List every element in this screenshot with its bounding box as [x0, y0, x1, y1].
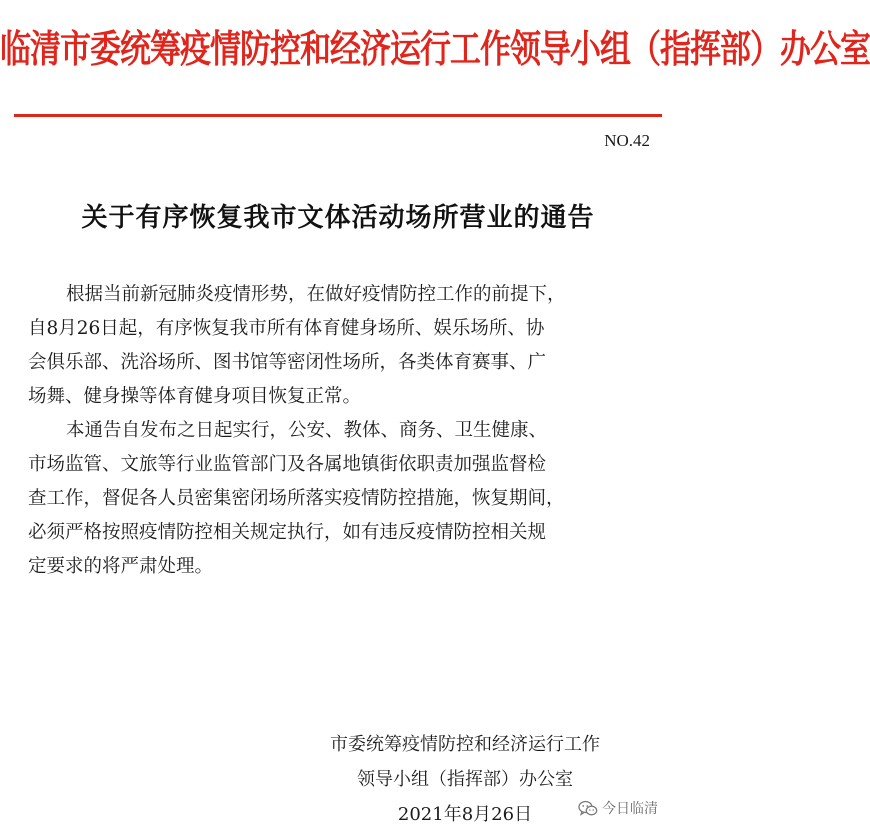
paragraph-1-line: 根据当前新冠肺炎疫情形势，在做好疫情防控工作的前提下，	[66, 284, 566, 305]
org-header-title: 临清市委统筹疫情防控和经济运行工作领导小组（指挥部）办公室	[0, 27, 870, 72]
document-number: NO.42	[604, 131, 650, 150]
signature-org-line-2: 领导小组（指挥部）办公室	[357, 769, 573, 790]
notice-body	[28, 278, 658, 584]
paragraph-2-line: 本通告自发布之日起实行，公安、教体、商务、卫生健康、	[66, 420, 548, 441]
watermark-text: 今日临清	[602, 801, 658, 817]
paragraph-1-line: 场舞、健身操等体育健身项目恢复正常。	[28, 386, 362, 407]
notice-title: 关于有序恢复我市文体活动场所营业的通告	[81, 203, 595, 233]
paragraph-1-line: 会俱乐部、洗浴场所、图书馆等密闭性场所，各类体育赛事、广	[28, 352, 547, 373]
red-divider-line	[14, 114, 662, 117]
paragraph-2-line: 定要求的将严肃处理。	[28, 556, 214, 577]
paragraph-1-line: 自8月26日起，有序恢复我市所有体育健身场所、娱乐场所、协	[28, 318, 545, 339]
paragraph-2-line: 查工作，督促各人员密集密闭场所落实疫情防控措施，恢复期间，	[28, 488, 565, 509]
paragraph-2-line: 市场监管、文旅等行业监管部门及各属地镇街依职责加强监督检	[28, 454, 547, 475]
wechat-watermark	[578, 798, 658, 818]
signature-date: 2021年8月26日	[397, 804, 533, 825]
signature-org-line-1: 市委统筹疫情防控和经济运行工作	[330, 734, 600, 755]
wechat-icon	[578, 800, 598, 817]
paragraph-2-line: 必须严格按照疫情防控相关规定执行，如有违反疫情防控相关规	[28, 522, 547, 543]
